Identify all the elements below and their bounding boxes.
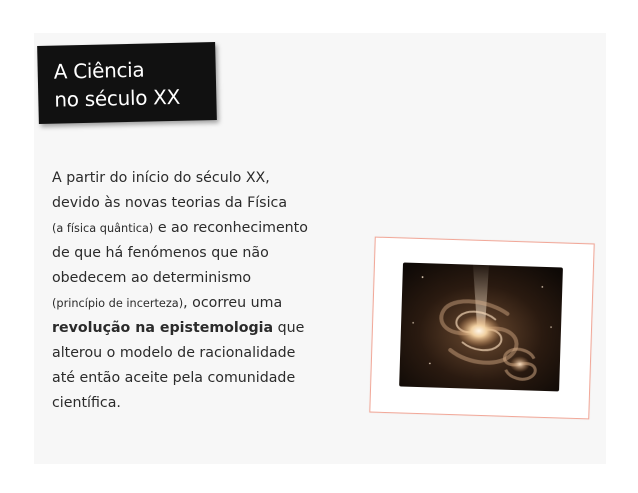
photo-frame <box>369 237 594 420</box>
body-line: científica. <box>52 395 121 411</box>
title-line-1: A Ciência <box>53 57 145 84</box>
body-line <box>52 316 352 341</box>
body-paragraph <box>52 166 352 416</box>
galaxy-photo <box>399 262 563 391</box>
body-text-fragment: e ao reconhecimento <box>153 220 308 236</box>
body-line: A partir do início do século XX, <box>52 170 270 186</box>
body-line <box>52 216 352 241</box>
body-text-fragment: que <box>273 320 305 336</box>
aside-text: (princípio de incerteza) <box>52 297 184 310</box>
body-line: de que há fenómenos que não <box>52 245 269 261</box>
aside-text: (a física quântica) <box>52 222 154 235</box>
body-line: obedecem ao determinismo <box>52 270 252 286</box>
emphasis-text: revolução na epistemologia <box>52 320 274 336</box>
body-line: devido às novas teorias da Física <box>52 195 288 211</box>
title-line-2: no século XX <box>54 84 181 112</box>
body-line: até então aceite pela comunidade <box>52 370 296 386</box>
body-line <box>52 291 352 316</box>
galaxy-illustration <box>399 262 563 391</box>
body-text-fragment: , ocorreu uma <box>183 295 283 311</box>
title-box <box>37 42 217 124</box>
body-line: alterou o modelo de racionalidade <box>52 345 296 361</box>
